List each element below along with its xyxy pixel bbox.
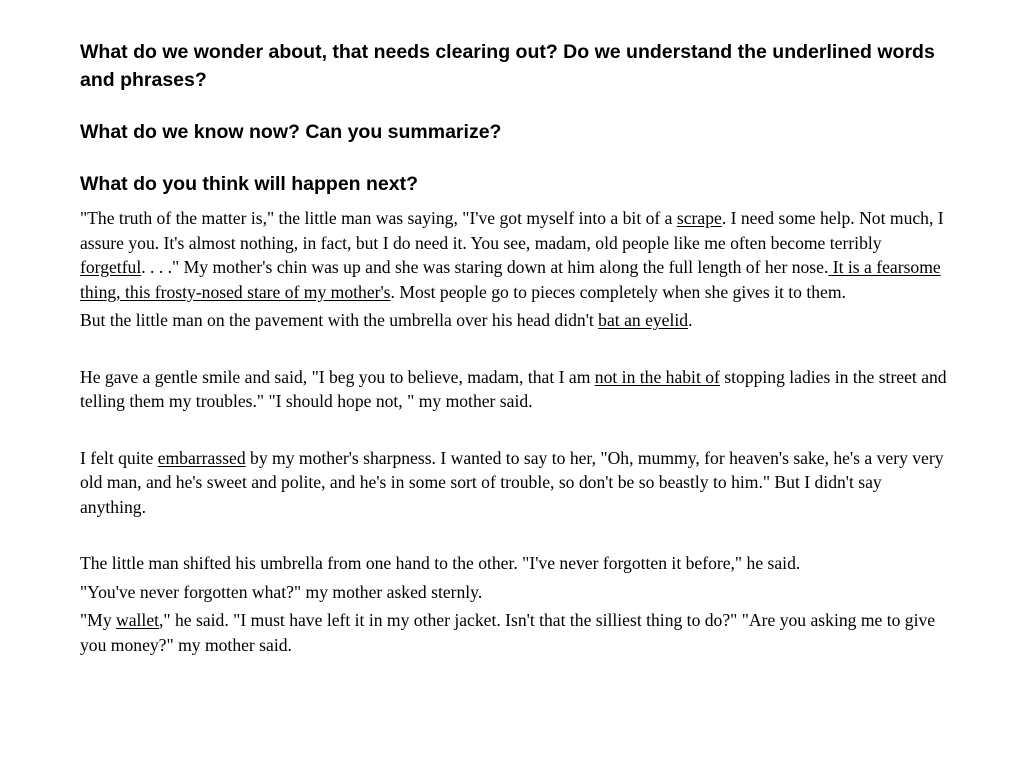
story-paragraph-5 [80,551,950,576]
text-segment: "The truth of the matter is," the little man was saying, "I've got myself into a bit of a [80,208,677,228]
discussion-questions [80,38,950,198]
underlined-word-wallet: wallet [116,610,160,630]
text-segment: He gave a gentle smile and said, "I beg you to believe, madam, that I am [80,366,595,387]
text-segment: "My [80,610,117,630]
underlined-word-embarrassed: embarrassed [157,447,246,468]
text-segment: by my mother's sharpness. I wanted to say to her, "Oh, mummy, for heaven's sake, he's a very very old man, and he's sweet and polite, and he's in some sort of trouble, so don't be so beastly to him." But I didn't say anything. [80,447,944,517]
text-segment: . I need some help. Not much, I assure you. It's almost nothing, in fact, but I do need it. You see, madam, old people like me often become terribly [80,208,944,253]
story-paragraph-3 [80,365,950,414]
text-segment: I felt quite [80,447,158,468]
slide-content [80,38,950,657]
text-segment: But the little man on the pavement with the umbrella over his head didn't [80,310,599,330]
text-segment: . Most people go to pieces completely when she gives it to them. [390,281,846,302]
underlined-word-forgetful: forgetful [80,257,142,277]
text-segment: "You've never forgotten what?" my mother asked sternly. [80,581,483,602]
underlined-word-scrape: scrape [676,208,722,228]
text-segment: The little man shifted his umbrella from one hand to the other. "I've never forgotten it before," he said. [80,553,801,573]
question-1: What do we wonder about, that needs clearing out? Do we understand the underlined words and phrases? [80,41,935,91]
text-segment: stopping ladies in the street and telling them my troubles." "I should hope not, " my mother said. [80,366,947,411]
underlined-phrase-not-in-the-habit-of: not in the habit of [594,366,720,387]
text-segment: ," he said. "I must have left it in my other jacket. Isn't that the silliest thing to do?" "Are you asking me to give you money?" my mother said. [80,610,936,655]
underlined-phrase-bat-an-eyelid: bat an eyelid [598,310,689,330]
story-paragraph-7 [80,608,950,657]
text-segment: . [688,310,693,330]
text-segment: . . . ." My mother's chin was up and she was staring down at him along the full length of her nose. [141,257,829,277]
story-paragraph-6 [80,580,950,605]
underlined-phrase-fearsome-stare: It is a fearsome thing, this frosty-nosed stare of my mother's [80,257,941,302]
story-paragraph-1 [80,206,950,304]
story-paragraph-4 [80,446,950,520]
question-3: What do you think will happen next? [80,173,418,195]
question-2: What do we know now? Can you summarize? [80,121,502,143]
story-excerpt [80,206,950,657]
story-paragraph-2 [80,308,950,333]
